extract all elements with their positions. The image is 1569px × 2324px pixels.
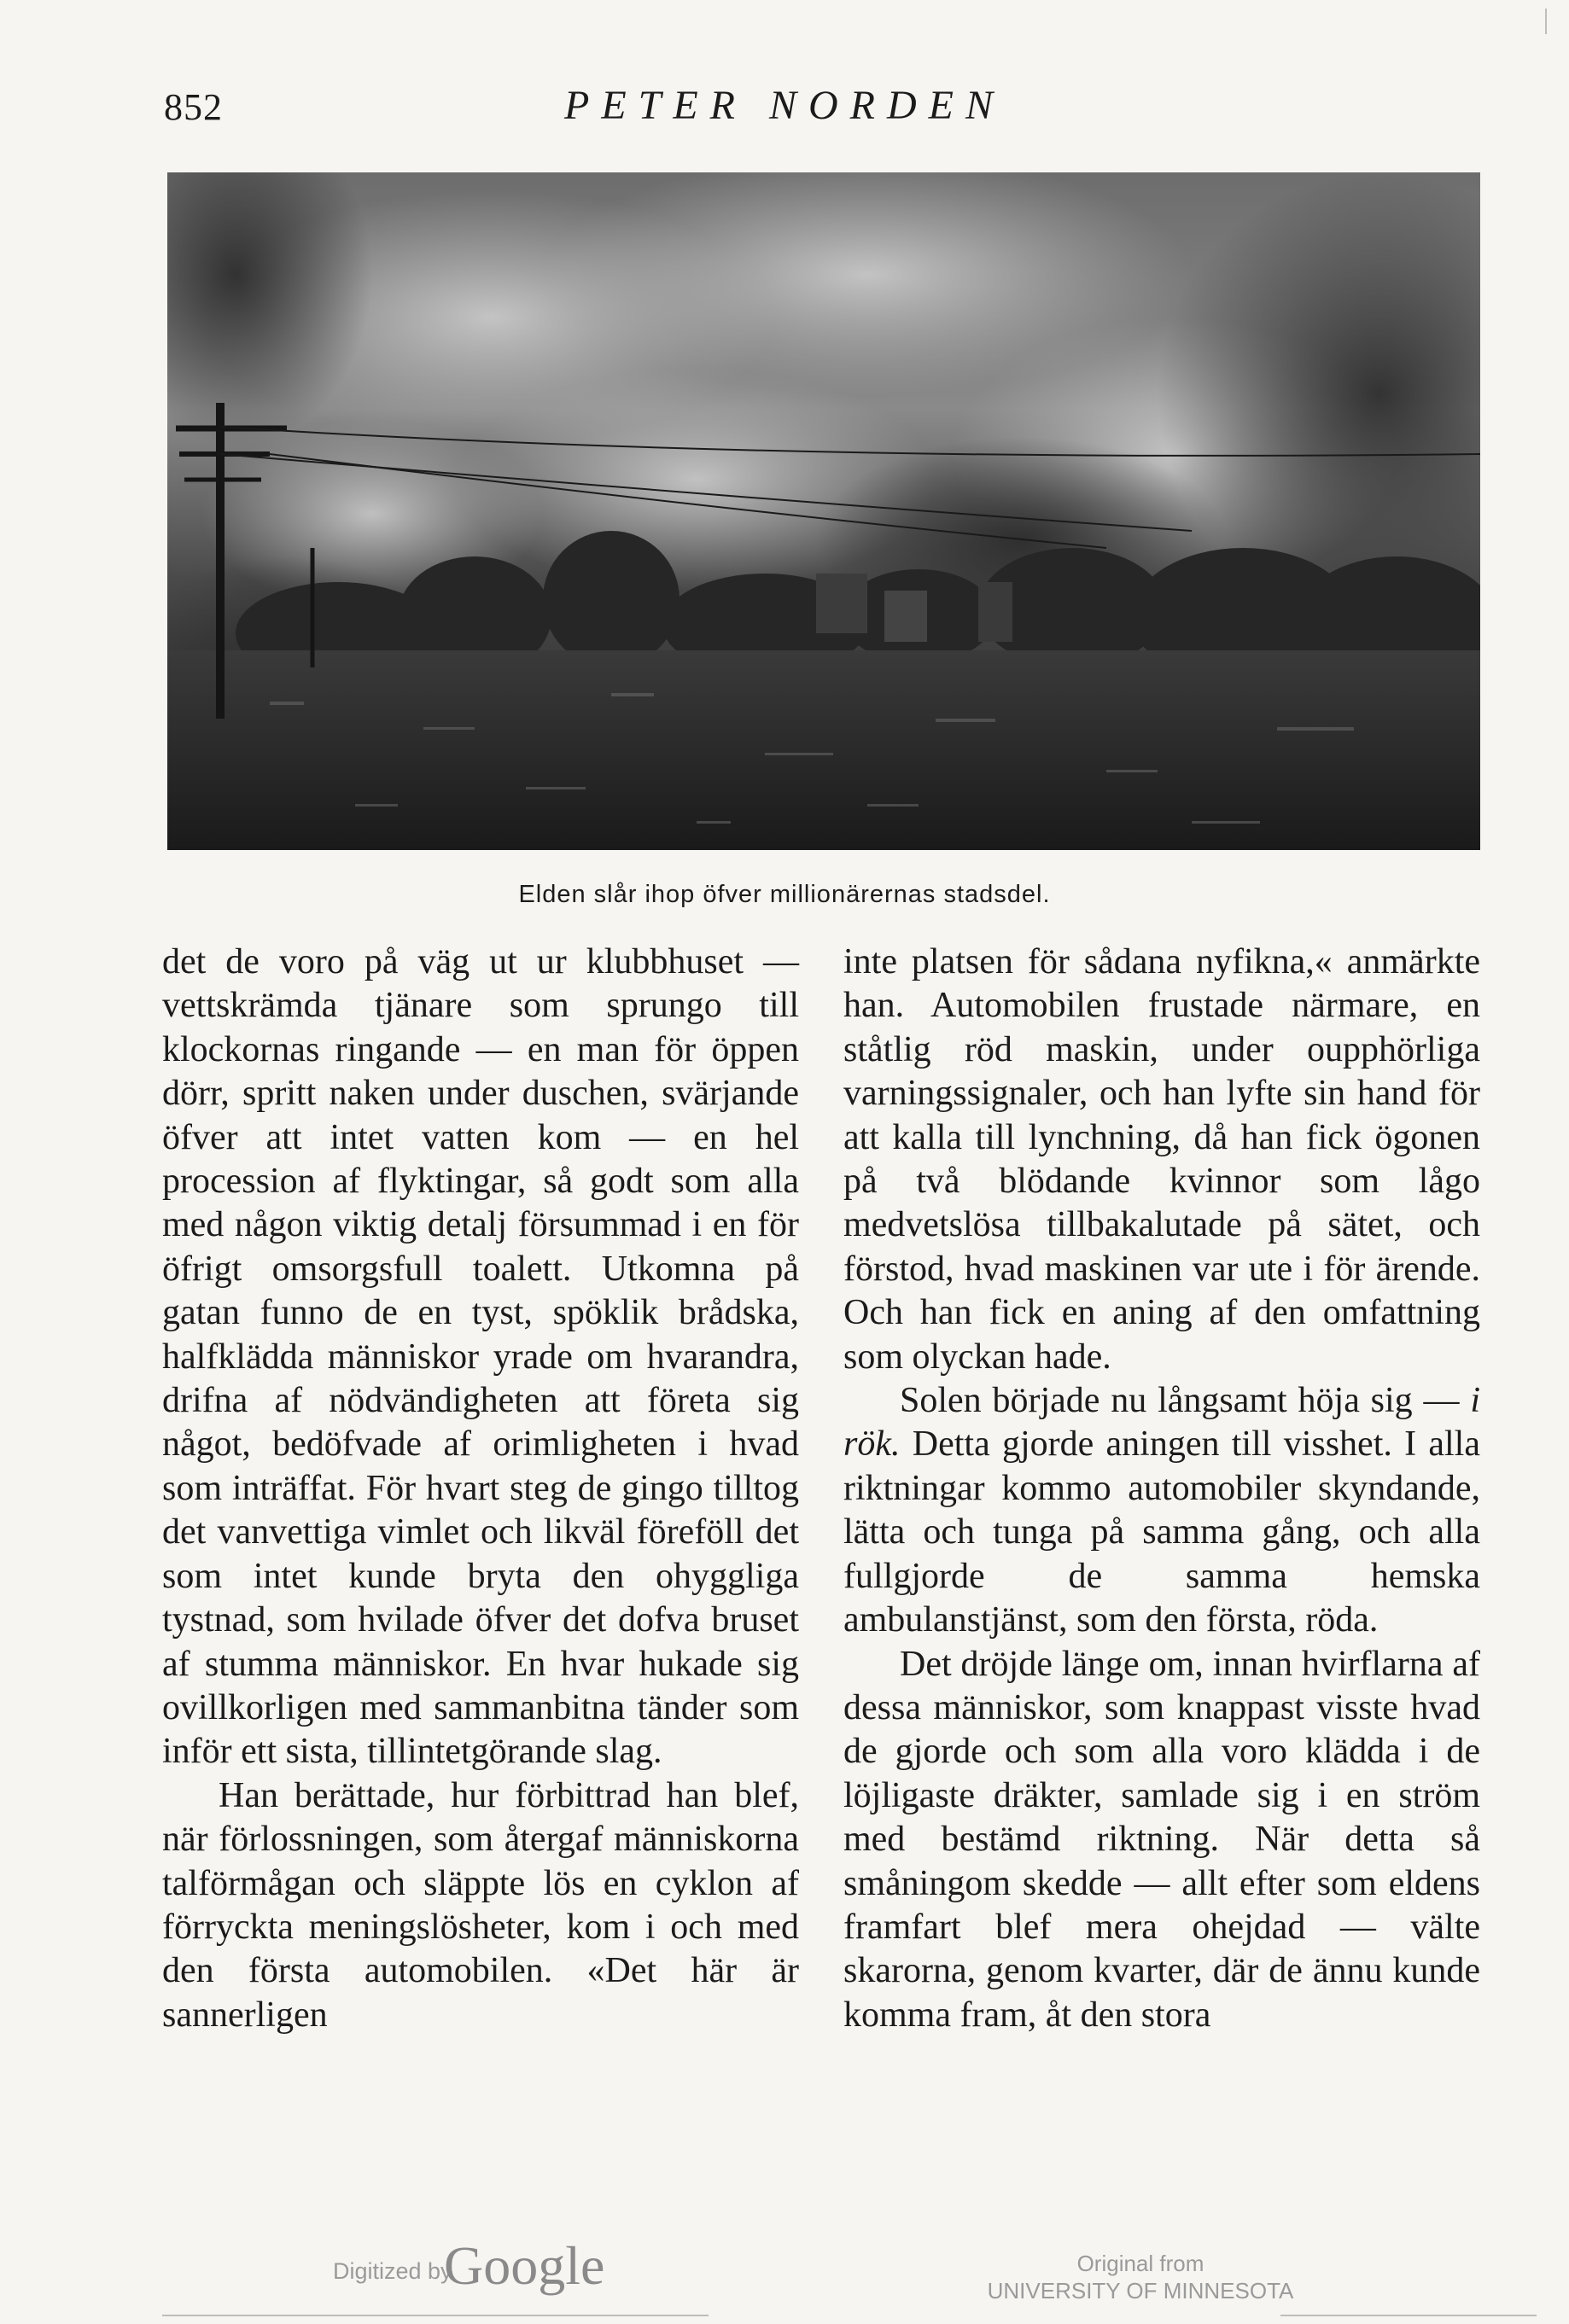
right-column: [843, 941, 1480, 2037]
page-number: 852: [164, 86, 223, 128]
scan-edge-mark: [1280, 2315, 1537, 2316]
institution-name: UNIVERSITY OF MINNESOTA: [987, 2278, 1294, 2304]
digitized-by-label: Digitized by: [333, 2258, 452, 2284]
paragraph: Han berättade, hur förbittrad han blef, när förlossningen, som återgaf människorna talförmågan och släppte lös en cyklon af förryckta meningslösheter, kom i och med den första automobilen. «Det här är sannerligen: [162, 1775, 799, 2035]
paragraph: Det dröjde länge om, innan hvirflarna af dessa människor, som knappast visste hvad de gjorde och som alla voro klädda i de löjligaste dräkter, samlade sig i en ström med bestämd riktning. När detta så småningom skedde — allt efter som eldens framfart blef mera ohejdad — välte skarorna, genom kvarter, där de ännu kunde komma fram, åt den stora: [843, 1644, 1480, 2035]
google-logo: Google: [444, 2235, 605, 2296]
photo-caption: Elden slår ihop öfver millionärernas stadsdel.: [518, 881, 1051, 908]
left-column: [162, 941, 799, 2037]
paragraph: inte platsen för sådana nyfikna,« anmärkte han. Automobilen frustade närmare, en ståtlig röd maskin, under oupphörliga varningssignaler, och han lyfte sin hand för att kalla till lynchning, då han fick ögonen på två blödande kvinnor som lågo medvetslösa tillbakalutade på sätet, och förstod, hvad maskinen var ute i för ärende. Och han fick en aning af den omfattning som olyckan hade.: [843, 942, 1480, 1377]
text-run: Solen började nu långsamt höja sig —: [900, 1381, 1471, 1421]
text-run: Detta gjorde aningen till visshet. I alla riktningar kommo automobiler skyndande, lätta och tunga på samma gång, och alla fullgjorde de samma hemska ambulanstjänst, som den första, röda.: [843, 1424, 1480, 1640]
paragraph: [843, 1379, 1480, 1642]
paragraph: det de voro på väg ut ur klubbhuset — vettskrämda tjänare som sprungo till klockornas ringande — en man för öppen dörr, spritt naken under duschen, svärjande öfver att intet vatten kom — en hel procession af flyktingar, så godt som alla med någon viktig detalj försummad i en för öfrigt omsorgsfull toalett. Utkomna på gatan funno de en tyst, spöklik brådska, halfklädda människor yrade om hvarandra, drifna af nödvändigheten att företa sig något, bedöfvade af orimligheten i hvad som inträffat. För hvart steg de gingo tilltog det vanvettiga vimlet och likväl föreföll det som intet kunde bryta den ohyggliga tystnad, som hvilade öfver det dofva bruset af stumma människor. En hvar hukade sig ovillkorligen med sammanbitna tänder som inför ett sista, tillintetgörande slag.: [162, 942, 799, 1772]
running-title: PETER NORDEN: [564, 83, 1005, 128]
scan-edge-mark: [1545, 9, 1547, 34]
fire-photograph: [167, 172, 1480, 850]
italic-text: i rök.: [843, 1381, 1480, 1465]
ground: [167, 650, 1480, 850]
scan-edge-mark: [162, 2315, 709, 2316]
original-from-label: Original from: [1076, 2251, 1204, 2276]
original-from-notice: [953, 2250, 1328, 2304]
